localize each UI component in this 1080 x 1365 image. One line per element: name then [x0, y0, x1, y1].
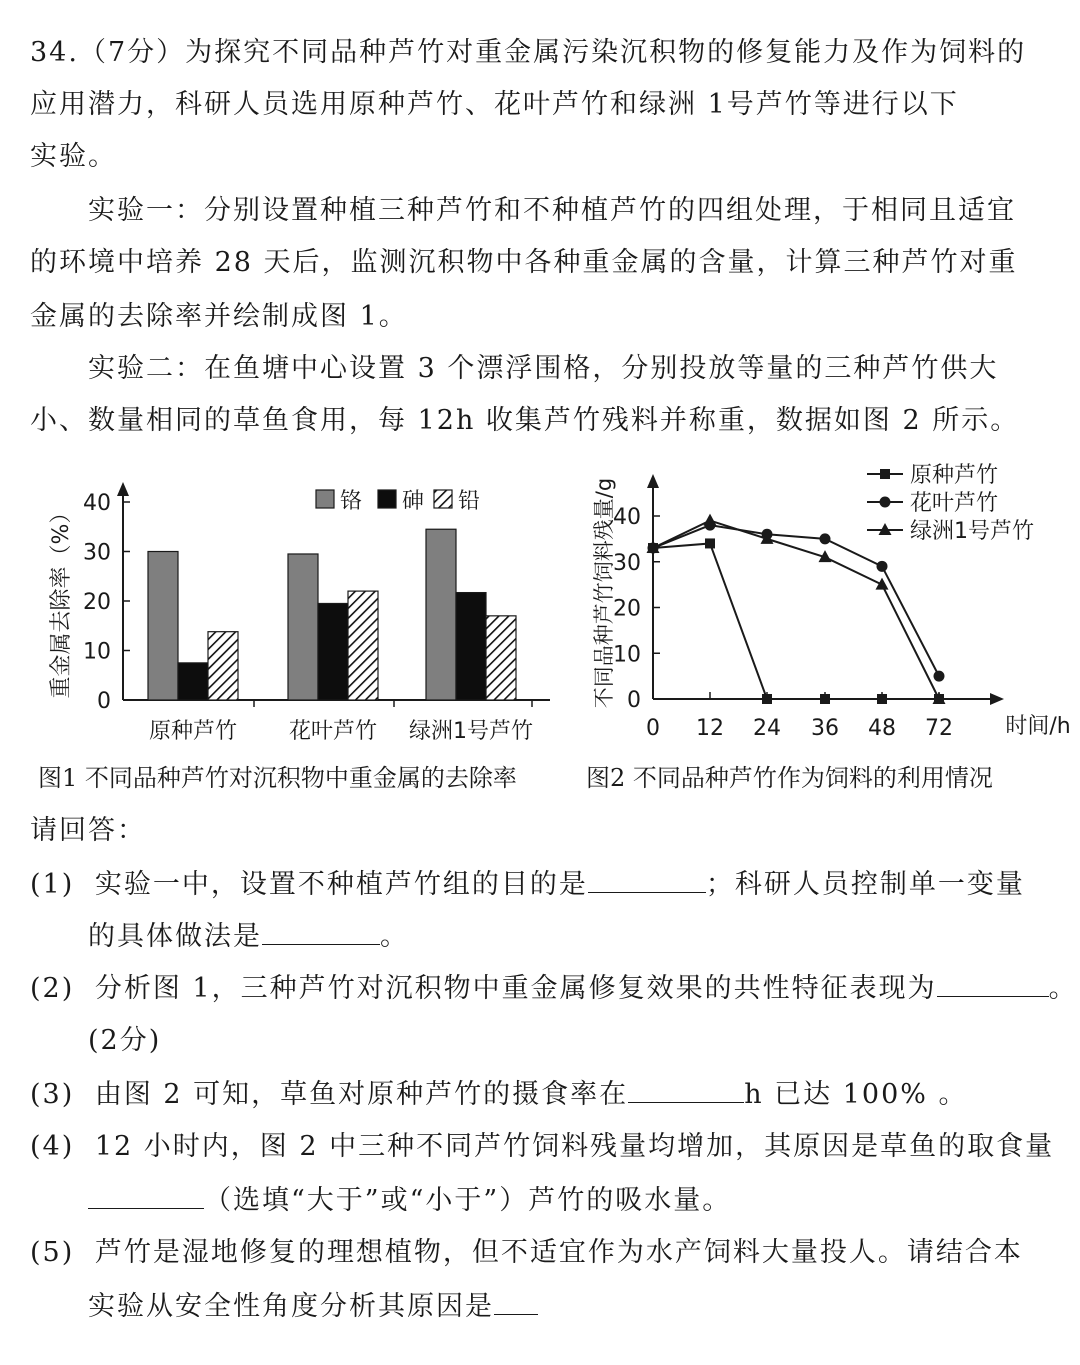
q1-answer-blank-1[interactable]	[588, 866, 706, 893]
point-花叶芦竹-48	[877, 561, 888, 572]
answers-prompt: 请回答：	[30, 815, 146, 846]
figure1-bar-chart	[30, 470, 560, 755]
q5-answer-blank[interactable]	[494, 1288, 538, 1315]
figure2-y-tick-label: 40	[613, 505, 641, 530]
figure1-y-tick-label: 40	[83, 491, 111, 516]
sub-question-4-line-2	[88, 1178, 731, 1217]
q4-answer-blank[interactable]	[88, 1182, 204, 1209]
sub-question-1-line-2	[88, 914, 409, 953]
figure2-x-tick-label: 36	[811, 716, 839, 741]
sub-question-5-line-1	[30, 1230, 1023, 1269]
legend-marker-花叶芦竹	[880, 497, 891, 508]
figure2-x-tick-label: 12	[696, 716, 724, 741]
q1-text-b: ；科研人员控制单一变量	[705, 869, 1025, 900]
q1-text-d: 。	[380, 921, 409, 952]
figure2-x-arrow	[990, 693, 1004, 705]
figure2-x-tick-label: 72	[925, 716, 953, 741]
figure2-caption: 图2 不同品种芦竹作为饲料的利用情况	[586, 764, 993, 792]
point-绿洲1号芦竹-12	[704, 514, 717, 526]
legend-swatch-砷	[378, 490, 396, 508]
figure2-y-tick-label: 0	[627, 688, 641, 713]
experiment1-line-2: 的环境中培养 28 天后，监测沉积物中各种重金属的含量，计算三种芦竹对重	[30, 247, 1018, 278]
figure1-x-label-花叶芦竹: 花叶芦竹	[288, 719, 378, 744]
figure1-y-tick-label: 20	[83, 590, 111, 615]
legend-marker-原种芦竹	[880, 469, 890, 479]
point-原种芦竹-24	[762, 694, 772, 704]
q2-number: (2)	[30, 973, 75, 1004]
q2-answer-blank[interactable]	[937, 970, 1049, 997]
bar-铅-原种芦竹	[208, 632, 238, 700]
bar-铅-花叶芦竹	[348, 591, 378, 700]
q4-number: (4)	[30, 1131, 75, 1162]
figure2-ylabel: 不同品种芦竹饲料残量/g	[592, 477, 616, 709]
q3-text-b: h 已达 100% 。	[744, 1079, 968, 1110]
question-intro-2: 应用潜力，科研人员选用原种芦竹、花叶芦竹和绿洲 1号芦竹等进行以下	[30, 89, 959, 120]
intro-text-1: 为探究不同品种芦竹对重金属污染沉积物的修复能力及作为饲料的	[185, 37, 1027, 68]
figure1-x-label-绿洲1号芦竹: 绿洲1号芦竹	[409, 719, 533, 744]
figure2-x-tick-label: 0	[646, 716, 660, 741]
bar-铅-绿洲1号芦竹	[486, 616, 516, 700]
sub-question-4-line-1	[30, 1124, 1054, 1163]
figure1-x-label-原种芦竹: 原种芦竹	[148, 719, 238, 744]
series-line-绿洲1号芦竹	[653, 521, 939, 699]
figure2-line-chart	[575, 458, 1071, 755]
figure2-x-tick-label: 48	[868, 716, 896, 741]
point-绿洲1号芦竹-48	[876, 578, 889, 590]
q2-text-b: 。	[1048, 973, 1078, 1004]
figure1-y-tick-label: 0	[97, 689, 111, 714]
q4-text-b: （选填“大于”或“小于”）芦竹的吸水量。	[204, 1185, 732, 1216]
question-number: 34.	[30, 37, 79, 68]
bar-铬-花叶芦竹	[288, 554, 318, 700]
figure1-y-tick-label: 10	[83, 639, 111, 665]
sub-question-3	[30, 1072, 968, 1111]
q1-number: (1)	[30, 869, 75, 900]
q1-answer-blank-2[interactable]	[262, 918, 380, 945]
figure2-y-arrow	[647, 474, 659, 488]
bar-砷-花叶芦竹	[318, 603, 348, 700]
figure1-caption: 图1 不同品种芦竹对沉积物中重金属的去除率	[38, 764, 517, 792]
experiment1-line-3: 金属的去除率并绘制成图 1。	[30, 301, 408, 332]
point-花叶芦竹-36	[820, 533, 831, 544]
figure2-x-tick-label: 24	[753, 716, 781, 741]
q1-text-c: 的具体做法是	[88, 921, 262, 952]
q3-number: (3)	[30, 1079, 75, 1110]
bar-砷-绿洲1号芦竹	[456, 593, 486, 700]
bar-砷-原种芦竹	[178, 663, 208, 700]
legend-label-绿洲1号芦竹: 绿洲1号芦竹	[910, 519, 1034, 544]
legend-label-铬: 铬	[340, 489, 363, 514]
q3-text-a: 由图 2 可知，草鱼对原种芦竹的摄食率在	[94, 1079, 629, 1110]
series-line-原种芦竹	[653, 543, 939, 699]
figure2-y-tick-label: 30	[613, 550, 641, 576]
legend-swatch-铬	[316, 490, 334, 508]
q5-text-b: 实验从安全性角度分析其原因是	[88, 1291, 494, 1322]
q5-number: (5)	[30, 1237, 75, 1268]
experiment2-line-2: 小、数量相同的草鱼食用，每 12h 收集芦竹残料并称重，数据如图 2 所示。	[30, 405, 1020, 436]
legend-label-原种芦竹: 原种芦竹	[910, 463, 999, 488]
point-原种芦竹-48	[877, 694, 887, 704]
q2-text-a: 分析图 1，三种芦竹对沉积物中重金属修复效果的共性特征表现为	[94, 973, 937, 1004]
figure1-ylabel: 重金属去除率（%）	[49, 501, 74, 699]
question-intro-1	[30, 30, 1026, 69]
experiment2-line-1: 实验二：在鱼塘中心设置 3 个漂浮围格，分别投放等量的三种芦竹供大	[88, 353, 999, 384]
experiment1-line-1: 实验一：分别设置种植三种芦竹和不种植芦竹的四组处理，于相同且适宜	[88, 195, 1016, 226]
legend-swatch-铅	[434, 490, 452, 508]
sub-question-5-line-2	[88, 1284, 538, 1323]
bar-铬-原种芦竹	[148, 552, 178, 701]
legend-label-花叶芦竹: 花叶芦竹	[910, 491, 999, 516]
point-原种芦竹-12	[705, 538, 715, 548]
bar-铬-绿洲1号芦竹	[426, 529, 456, 700]
q4-text-a: 12 小时内，图 2 中三种不同芦竹饲料残量均增加，其原因是草鱼的取食量	[94, 1131, 1055, 1162]
question-points: （7分）	[78, 37, 186, 68]
point-原种芦竹-36	[820, 694, 830, 704]
figure1-y-tick-label: 30	[83, 540, 111, 566]
figure1-y-arrow	[117, 482, 129, 496]
figure2-y-tick-label: 20	[613, 596, 641, 622]
figure2-x-axis-label: 时间/h	[1005, 714, 1071, 739]
sub-question-1-line-1	[30, 862, 1025, 901]
figure2-y-tick-label: 10	[613, 642, 641, 668]
legend-label-砷: 砷	[402, 489, 425, 514]
q1-text-a: 实验一中，设置不种植芦竹组的目的是	[94, 869, 588, 900]
point-花叶芦竹-72	[934, 671, 945, 682]
sub-question-2-line-1	[30, 966, 1078, 1005]
q5-text-a: 芦竹是湿地修复的理想植物，但不适宜作为水产饲料大量投人。请结合本	[94, 1237, 1023, 1268]
sub-question-2-line-2: (2分)	[88, 1025, 162, 1056]
legend-label-铅: 铅	[458, 489, 481, 514]
q3-answer-blank[interactable]	[628, 1076, 744, 1103]
question-intro-3: 实验。	[30, 141, 117, 172]
